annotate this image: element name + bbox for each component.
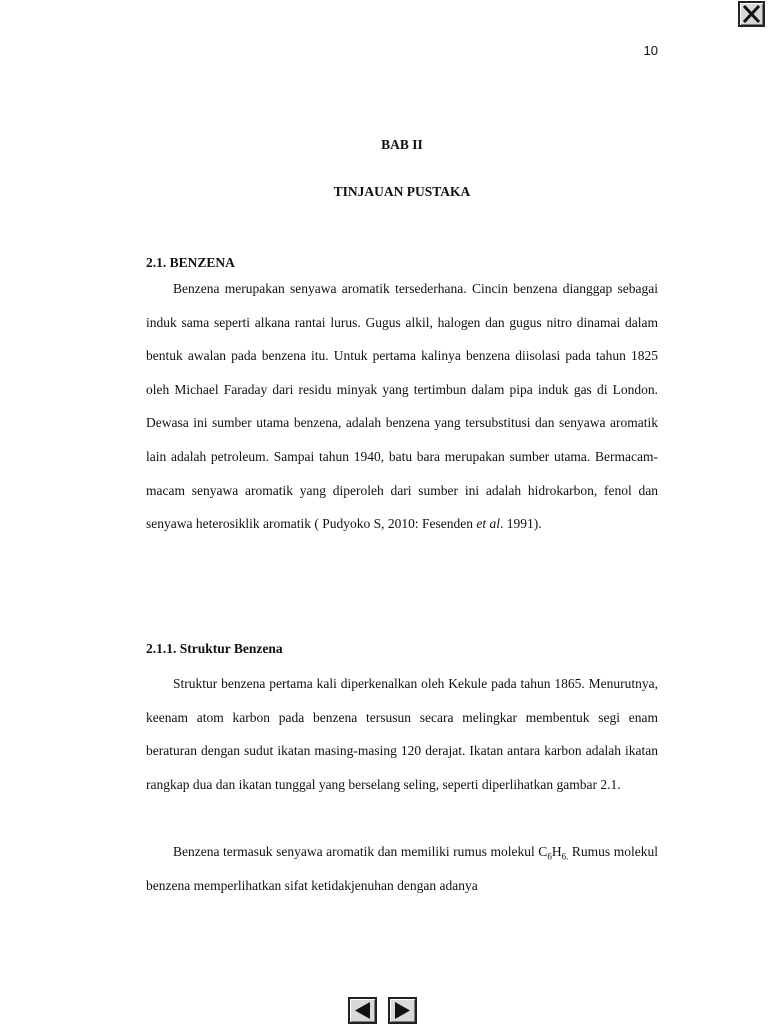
arrow-left-icon: [350, 999, 375, 1022]
close-button[interactable]: [738, 1, 765, 27]
section-paragraph: [146, 272, 658, 541]
formula-subscript-carbon: 6: [547, 851, 552, 862]
chapter-number: BAB II: [381, 137, 423, 152]
close-icon: [740, 3, 763, 25]
paragraph-text-end: . 1991).: [499, 516, 542, 532]
citation-italic: et al: [476, 516, 500, 532]
subsection-heading: 2.1.1. Struktur Benzena: [146, 641, 283, 656]
chapter-title: TINJAUAN PUSTAKA: [333, 184, 471, 199]
section-heading: 2.1. BENZENA: [146, 255, 235, 270]
formula-text: Benzena termasuk senyawa aromatik dan memiliki rumus molekul C: [173, 844, 548, 859]
formula-hydrogen: H: [551, 844, 562, 859]
formula-subscript-hydrogen: 6.: [561, 851, 569, 862]
previous-page-button[interactable]: [348, 997, 377, 1024]
arrow-right-icon: [390, 999, 415, 1022]
formula-paragraph: [146, 835, 658, 902]
page-number: 10: [643, 43, 658, 58]
paragraph-text: Benzena merupakan senyawa aromatik tersederhana. Cincin benzena dianggap sebagai induk sama seperti alkana rantai lurus. Gugus alkil, halogen dan gugus nitro dinamai dalam bentuk awalan pada benzena itu. Untuk pertama kalinya benzena diisolasi pada tahun 1825 oleh Michael Faraday dari residu minyak yang tertimbun dalam pipa induk gas di London. Dewasa ini sumber utama benzena, adalah benzena yang tersubstitusi dan senyawa aromatik lain adalah petroleum. Sampai tahun 1940, batu bara merupakan sumber utama. Bermacam-macam senyawa aromatik yang diperoleh dari sumber ini adalah hidrokarbon, fenol dan senyawa heterosiklik aromatik ( Pudyoko S, 2010: Fesenden: [146, 281, 658, 532]
subsection-paragraph: Struktur benzena pertama kali diperkenalkan oleh Kekule pada tahun 1865. Menurutnya, keenam atom karbon pada benzena tersusun secara melingkar membentuk segi enam beraturan dengan sudut ikatan masing-masing 120 derajat. Ikatan antara karbon adalah ikatan rangkap dua dan ikatan tunggal yang berselang seling, seperti diperlihatkan gambar 2.1.: [146, 676, 658, 792]
next-page-button[interactable]: [388, 997, 417, 1024]
formula-text-end: Rumus molekul benzena memperlihatkan sifat ketidakjenuhan dengan adanya: [146, 844, 658, 893]
